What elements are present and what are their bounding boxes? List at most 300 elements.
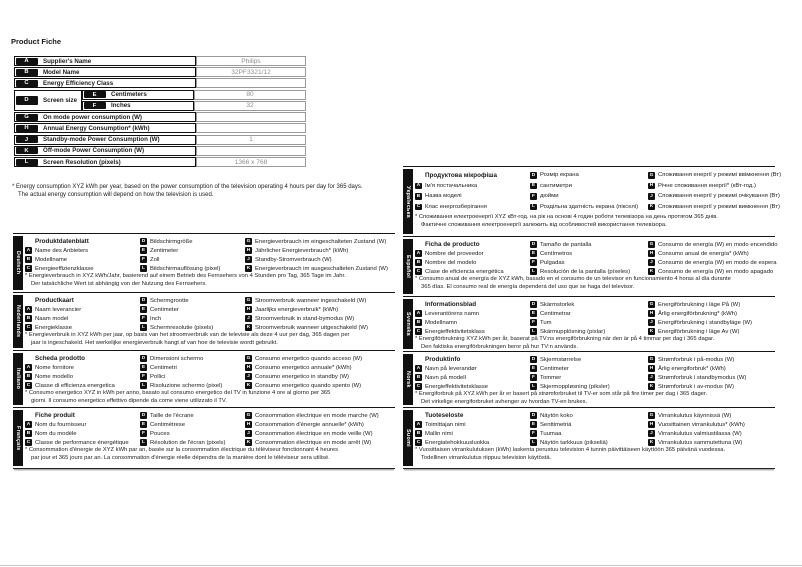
entry-letter-badge: G	[246, 413, 251, 418]
row-label: Inches	[111, 102, 131, 110]
legend-entry	[648, 240, 778, 249]
entry-label: Energieeffizienzklasse	[35, 265, 94, 272]
language-section	[403, 407, 775, 469]
section-footnote	[415, 447, 725, 462]
entry-label: Strømforbruk i standbymodus (W)	[658, 374, 747, 381]
legend-entry	[648, 318, 752, 327]
section-footnote	[415, 214, 718, 229]
entry-letter-badge: F	[140, 256, 147, 263]
entry-letter-badge: K	[246, 325, 251, 330]
row-letter-badge: C	[16, 80, 38, 87]
legend-entry	[140, 296, 213, 305]
table-row-left	[82, 101, 194, 111]
legend-entry	[648, 420, 745, 429]
entry-letter-badge: G	[649, 357, 654, 362]
table-row	[14, 67, 306, 77]
language-tab	[13, 295, 23, 348]
entry-label: Résolution de l'écran (pixels)	[150, 439, 226, 446]
entry-letter-badge: A	[416, 183, 421, 189]
entry-label: Consumo de energía (W) en modo de espera	[658, 259, 777, 266]
entry-label: Pollici	[150, 373, 166, 380]
legend-entry	[25, 314, 81, 323]
row-value	[196, 112, 306, 122]
entry-letter-badge: L	[140, 265, 147, 272]
table-row	[14, 146, 306, 156]
entry-letter-badge: A	[416, 311, 421, 316]
section-column-1	[415, 411, 489, 447]
entry-letter-badge: H	[649, 183, 654, 189]
legend-entry	[648, 411, 745, 420]
entry-label: Skjermstørrelse	[540, 356, 582, 363]
entry-letter-badge: L	[530, 204, 537, 211]
legend-entry	[140, 305, 213, 314]
table-row-left	[14, 135, 196, 145]
entry-label: Stroomverbruik in stand-bymodus (W)	[255, 315, 355, 322]
entry-label: Taille de l'écrane	[150, 412, 194, 419]
legend-entry	[245, 411, 379, 420]
legend-entry	[245, 264, 388, 273]
table-rows-top	[14, 56, 306, 88]
legend-entry	[415, 327, 485, 336]
entry-letter-badge: L	[140, 324, 147, 331]
legend-entry	[648, 181, 781, 192]
entry-letter-badge: H	[246, 365, 251, 370]
row-label: Energy Efficiency Class	[43, 79, 114, 87]
screen-size-subrows	[82, 90, 306, 112]
entry-label: Energieverbrauch im ausgeschalteten Zustand (W)	[255, 265, 388, 272]
legend-entry	[648, 267, 778, 276]
entry-letter-badge: G	[649, 242, 654, 247]
section-column-2	[140, 411, 225, 447]
entry-label: Energieverbrauch im eingeschalteten Zustand (W)	[255, 238, 387, 245]
entry-label: Clase de eficiencia energética	[425, 268, 504, 275]
language-tab-label: Español	[405, 254, 411, 279]
legend-entry	[530, 267, 630, 276]
legend-entry	[530, 309, 605, 318]
entry-label: Modellnamn	[425, 319, 458, 326]
section-footnote	[415, 336, 714, 351]
entry-label: Ім'я постачальника	[425, 182, 478, 189]
legend-entry	[415, 202, 497, 213]
entry-label: Vuosittainen virrankulutus* (kWh)	[658, 421, 745, 428]
legend-entry	[140, 420, 225, 429]
entry-label: Naam leverancier	[35, 306, 82, 313]
language-tab-label: Norsk	[405, 371, 411, 388]
legend-entry	[530, 382, 610, 391]
legend-entry	[648, 191, 781, 202]
legend-entry	[245, 354, 362, 363]
entry-label: Mallin nimi	[425, 430, 453, 437]
entry-label: Strømforbruk i av-modus (W)	[658, 383, 734, 390]
entry-label: Energiförbrukning i läge Av (W)	[658, 328, 740, 335]
entry-letter-badge: J	[648, 319, 655, 326]
entry-letter-badge: C	[416, 269, 421, 274]
legend-entry	[648, 300, 752, 309]
language-tab	[13, 410, 23, 466]
table-row-left	[14, 67, 196, 77]
legend-entry	[648, 382, 746, 391]
entry-label: Consommation électrique en mode marche (W)	[255, 412, 379, 419]
section-column-2	[530, 411, 608, 447]
row-letter-badge: A	[16, 58, 38, 65]
entry-letter-badge: B	[416, 375, 421, 380]
row-value: Philips	[196, 56, 306, 66]
entry-label: Consumo de energía (W) en modo encendido	[658, 241, 778, 248]
table-row	[14, 157, 306, 167]
entry-label: Dimensioni schermo	[150, 355, 204, 362]
entry-label: Nome modello	[35, 373, 73, 380]
entry-letter-badge: C	[416, 204, 421, 210]
section-column-3	[245, 237, 388, 273]
legend-entry	[415, 420, 489, 429]
entry-letter-badge: G	[246, 356, 251, 361]
section-footnote-line1: * Energiforbruk på XYZ kWh per år er basert på strømforbruket til TV-er som står på fire timer per dag i 365 dager.	[415, 391, 708, 397]
entry-letter-badge: H	[649, 366, 654, 371]
entry-label: Centimeter	[540, 365, 569, 372]
entry-label: Stroomverbruik wanneer ingeschakeld (W)	[255, 297, 367, 304]
right-language-column	[403, 166, 782, 469]
section-footnote-line1: * Consumo anual de energía de XYZ kWh, basado en el consumo de un televisor en funcionamiento 4 horas al día durante	[415, 276, 731, 282]
language-tab-label: Svenska	[405, 312, 411, 336]
entry-letter-badge: J	[648, 193, 655, 200]
legend-entry	[245, 305, 368, 314]
entry-letter-badge: C	[26, 325, 31, 330]
section-footnote	[25, 447, 338, 462]
entry-letter-badge: J	[245, 373, 252, 380]
entry-label: Consommation électrique en mode arrêt (W)	[255, 439, 372, 446]
legend-entry	[25, 264, 94, 273]
table-row	[14, 112, 306, 122]
page-title: Product Fiche	[11, 37, 62, 46]
entry-label: Risoluzione schermo (pixel)	[150, 382, 223, 389]
legend-entry	[25, 372, 115, 381]
section-footnote	[25, 273, 346, 288]
section-column-1	[25, 237, 94, 273]
entry-label: Energiförbrukning i läge På (W)	[658, 301, 741, 308]
entry-label: Skärmstorlek	[540, 301, 575, 308]
entry-letter-badge: L	[530, 439, 537, 446]
legend-entry	[648, 309, 752, 318]
legend-entry	[25, 429, 129, 438]
entry-label: Nom du fournisseur	[35, 421, 87, 428]
legend-entry	[530, 429, 608, 438]
entry-letter-badge: J	[245, 430, 252, 437]
legend-entry	[648, 373, 746, 382]
legend-entry	[25, 255, 94, 264]
entry-letter-badge: F	[530, 374, 537, 381]
section-column-3	[245, 354, 362, 390]
page-footnote-line1: * Energy consumption XYZ kWh per year, based on the power consumption of the television operating 4 hours per day for 365 days.	[12, 184, 363, 190]
entry-label: Zoll	[150, 256, 160, 263]
row-value: 80	[194, 90, 306, 100]
screen-size-row	[14, 90, 306, 112]
entry-label: Leverantörens namn	[425, 310, 480, 317]
table-row	[82, 90, 306, 100]
language-tab-label: Nederlands	[15, 305, 21, 338]
entry-letter-badge: B	[26, 374, 31, 379]
entry-letter-badge: E	[531, 311, 536, 316]
entry-letter-badge: C	[26, 440, 31, 445]
row-label: Off-mode Power Consumption (W)	[43, 147, 145, 155]
entry-label: Consommation électrique en mode veille (W)	[255, 430, 373, 437]
entry-letter-badge: A	[416, 251, 421, 256]
entry-letter-badge: C	[416, 329, 421, 334]
legend-entry	[648, 327, 752, 336]
legend-entry	[415, 258, 504, 267]
entry-label: Tuumaa	[540, 430, 562, 437]
table-row-left	[14, 123, 196, 133]
page-footnote	[12, 183, 363, 199]
entry-label: Pouces	[150, 430, 170, 437]
entry-label: Energieffektivitetsklasse	[425, 383, 489, 390]
entry-letter-badge: A	[26, 248, 31, 253]
entry-label: сантиметри	[540, 182, 572, 189]
language-section	[403, 351, 775, 407]
table-row-left	[14, 56, 196, 66]
section-footnote-line2: Фактичне споживання електроенергії залежить від особливостей використання телевізора.	[421, 221, 667, 228]
section-column-3	[648, 240, 778, 276]
entry-label: Tommer	[540, 374, 562, 381]
left-language-column	[13, 233, 395, 469]
entry-label: Річне споживання енергії* (кВт-год.)	[658, 182, 756, 189]
section-column-3	[648, 300, 752, 336]
fiche-table	[14, 56, 306, 168]
section-column-1	[415, 355, 488, 391]
language-tab	[13, 353, 23, 405]
legend-entry	[530, 438, 608, 447]
entry-label: Centimetri	[150, 364, 177, 371]
language-section	[403, 236, 778, 296]
entry-letter-badge: E	[141, 307, 146, 312]
entry-label: Näytön koko	[540, 412, 573, 419]
entry-letter-badge: E	[141, 365, 146, 370]
table-row	[82, 101, 306, 111]
row-value	[196, 146, 306, 156]
entry-label: Classe di efficienza energetica	[35, 382, 115, 389]
legend-entry	[415, 249, 504, 258]
section-column-3	[648, 355, 746, 391]
section-column-3	[245, 411, 379, 447]
entry-letter-badge: D	[141, 239, 146, 244]
entry-letter-badge: K	[649, 269, 654, 274]
entry-label: Nom du modèle	[35, 430, 77, 437]
entry-label: Inch	[150, 315, 162, 322]
section-footnote-line2: Det virkelige energiforbruket avhenger av hvordan TV-en brukes.	[421, 398, 588, 405]
row-letter-badge: B	[16, 69, 38, 76]
section-column-2	[140, 237, 220, 273]
row-label: Screen size	[43, 96, 78, 104]
entry-label: Клас енергозберігання	[425, 203, 487, 210]
table-row-left	[14, 146, 196, 156]
row-letter-badge: G	[16, 114, 38, 121]
entry-letter-badge: D	[141, 298, 146, 303]
row-label: Standby-mode Power Consumption (W)	[43, 136, 160, 144]
table-row-left	[14, 112, 196, 122]
entry-label: Consumo de energía (W) en modo apagado	[658, 268, 774, 275]
legend-entry	[415, 318, 485, 327]
entry-label: Årlig energiforbruk* (kWh)	[658, 365, 726, 372]
entry-label: Strømforbruk i på-modus (W)	[658, 356, 735, 363]
entry-letter-badge: H	[649, 251, 654, 256]
entry-letter-badge: L	[140, 439, 147, 446]
section-column-1	[415, 170, 497, 212]
entry-label: Centimètrese	[150, 421, 186, 428]
language-tab-label: Suomi	[405, 429, 411, 447]
legend-entry	[245, 314, 368, 323]
entry-letter-badge: D	[141, 356, 146, 361]
entry-label: Pulgadas	[540, 259, 565, 266]
entry-label: Energieffektivitetsklass	[425, 328, 485, 335]
section-column-2	[140, 296, 213, 332]
entry-label: Consumo energetico annuale* (kWh)	[255, 364, 352, 371]
legend-entry	[245, 438, 379, 447]
language-tab	[403, 169, 413, 234]
row-label: Supplier's Name	[43, 57, 92, 65]
section-footnote-line2: par jour et 365 jours par an. La consommation d'énergie réelle dépendra de la manière dont le téléviseur sera utilisé.	[31, 454, 330, 461]
entry-letter-badge: K	[649, 329, 654, 334]
row-letter-badge: L	[16, 159, 38, 166]
entry-letter-badge: H	[649, 311, 654, 316]
entry-letter-badge: B	[416, 431, 421, 436]
entry-letter-badge: A	[26, 422, 31, 427]
row-label: Model Name	[43, 68, 80, 76]
entry-label: дюйми	[540, 193, 559, 200]
section-column-2	[530, 170, 638, 212]
legend-entry	[530, 191, 638, 202]
section-footnote-line1: * Vuosittaisen virrankulutuksen (kWh) laskenta perustuu television 4 tunnin päivittäiseen käyttöön 365 päivänä vuodessa.	[415, 447, 726, 453]
legend-entry	[140, 246, 220, 255]
section-column-2	[530, 355, 610, 391]
section-column-1	[25, 296, 81, 332]
legend-entry	[245, 420, 379, 429]
section-footnote	[415, 391, 707, 406]
legend-entry	[415, 429, 489, 438]
entry-letter-badge: A	[416, 422, 421, 427]
language-section	[13, 292, 395, 350]
entry-letter-badge: K	[246, 440, 251, 445]
row-label: Annual Energy Consumption* (kWh)	[43, 124, 150, 132]
table-row-left	[14, 157, 196, 167]
legend-entry	[245, 246, 388, 255]
legend-entry	[415, 267, 504, 276]
entry-letter-badge: K	[246, 266, 251, 271]
row-label: On mode power consumption (W)	[43, 113, 142, 121]
section-footnote-line2: Der tatsächliche Wert ist abhängig von der Nutzung des Fernsehers.	[31, 280, 207, 287]
entry-label: Споживання енергії у режимі очікування (Вт)	[658, 193, 780, 200]
entry-label: Споживання енергії у режимі ввімкнення (Вт)	[658, 172, 782, 179]
section-title: Fiche produit	[35, 412, 75, 419]
language-section	[13, 233, 395, 292]
legend-entry	[245, 381, 362, 390]
entry-letter-badge: F	[530, 430, 537, 437]
entry-letter-badge: J	[245, 256, 252, 263]
entry-label: Energiatehokkuusluokka	[425, 439, 490, 446]
section-title: Tuoteseloste	[425, 412, 464, 419]
legend-entry	[140, 411, 225, 420]
entry-letter-badge: C	[26, 383, 31, 388]
entry-letter-badge: D	[531, 172, 536, 178]
entry-label: Назва моделі	[425, 193, 462, 200]
section-footnote	[415, 276, 731, 291]
entry-letter-badge: L	[530, 383, 537, 390]
entry-label: Modellname	[35, 256, 68, 263]
section-footnote-line2: jaar is ingeschakeld. Het werkelijke energieverbruik hangt af van hoe de televisie wordt gebruikt.	[31, 339, 278, 346]
entry-letter-badge: F	[140, 430, 147, 437]
legend-entry	[648, 249, 778, 258]
legend-entry	[648, 258, 778, 267]
entry-label: Nome fornitore	[35, 364, 74, 371]
legend-entry	[415, 309, 485, 318]
entry-letter-badge: D	[141, 413, 146, 418]
section-column-3	[648, 411, 745, 447]
legend-entry	[530, 355, 610, 364]
legend-entry	[140, 237, 220, 246]
entry-label: Virrankulutus käynnissä (W)	[658, 412, 732, 419]
entry-letter-badge: B	[26, 431, 31, 436]
entry-letter-badge: D	[531, 413, 536, 418]
legend-entry	[530, 240, 630, 249]
entry-label: Consumo energetico quando acceso (W)	[255, 355, 363, 362]
language-tab	[403, 299, 413, 349]
section-column-1	[25, 411, 129, 447]
section-footnote-line1: * Consommation d'énergie de XYZ kWh par an, basée sur la consommation électrique du téléviseur fonctionnant 4 heures	[25, 447, 339, 453]
legend-entry	[415, 181, 497, 192]
row-letter-badge: D	[16, 96, 38, 105]
language-tab	[13, 236, 23, 290]
legend-entry	[140, 323, 213, 332]
entry-letter-badge: E	[531, 366, 536, 371]
entry-label: Nombre del proveedor	[425, 250, 484, 257]
legend-entry	[530, 258, 630, 267]
row-value	[196, 78, 306, 88]
entry-letter-badge: G	[649, 172, 654, 178]
legend-entry	[25, 323, 81, 332]
section-title: Продуктова мікрофіша	[425, 171, 498, 179]
language-section	[13, 407, 395, 469]
section-title: Productkaart	[35, 297, 74, 304]
entry-letter-badge: H	[246, 422, 251, 427]
entry-label: Centimeter	[150, 306, 179, 313]
entry-label: Schermgrootte	[150, 297, 189, 304]
page-footnote-line2: The actual energy consumption will depend on how the television is used.	[18, 192, 214, 198]
entry-letter-badge: A	[26, 365, 31, 370]
legend-entry	[648, 202, 781, 213]
section-footnote	[25, 390, 330, 405]
table-row	[14, 78, 306, 88]
legend-entry	[648, 438, 745, 447]
entry-label: Årlig energiförbrukning* (kWh)	[658, 310, 737, 317]
legend-entry	[140, 314, 213, 323]
section-column-2	[530, 240, 630, 276]
entry-letter-badge: C	[416, 384, 421, 389]
entry-letter-badge: F	[530, 319, 537, 326]
entry-label: Navn på leverandør	[425, 365, 477, 372]
entry-label: Name des Anbieters	[35, 247, 89, 254]
language-section	[13, 350, 395, 407]
entry-letter-badge: K	[649, 440, 654, 445]
row-letter-badge: E	[84, 91, 106, 98]
row-letter-badge: H	[16, 125, 38, 132]
section-footnote	[25, 332, 349, 347]
legend-entry	[140, 372, 222, 381]
entry-label: Senttimetriä	[540, 421, 572, 428]
section-footnote-line2: Todellinen virrankulutus riippuu television käytöstä.	[421, 454, 552, 461]
legend-entry	[530, 249, 630, 258]
language-tab	[403, 354, 413, 405]
legend-entry	[530, 373, 610, 382]
legend-entry	[530, 170, 638, 181]
entry-letter-badge: K	[246, 383, 251, 388]
